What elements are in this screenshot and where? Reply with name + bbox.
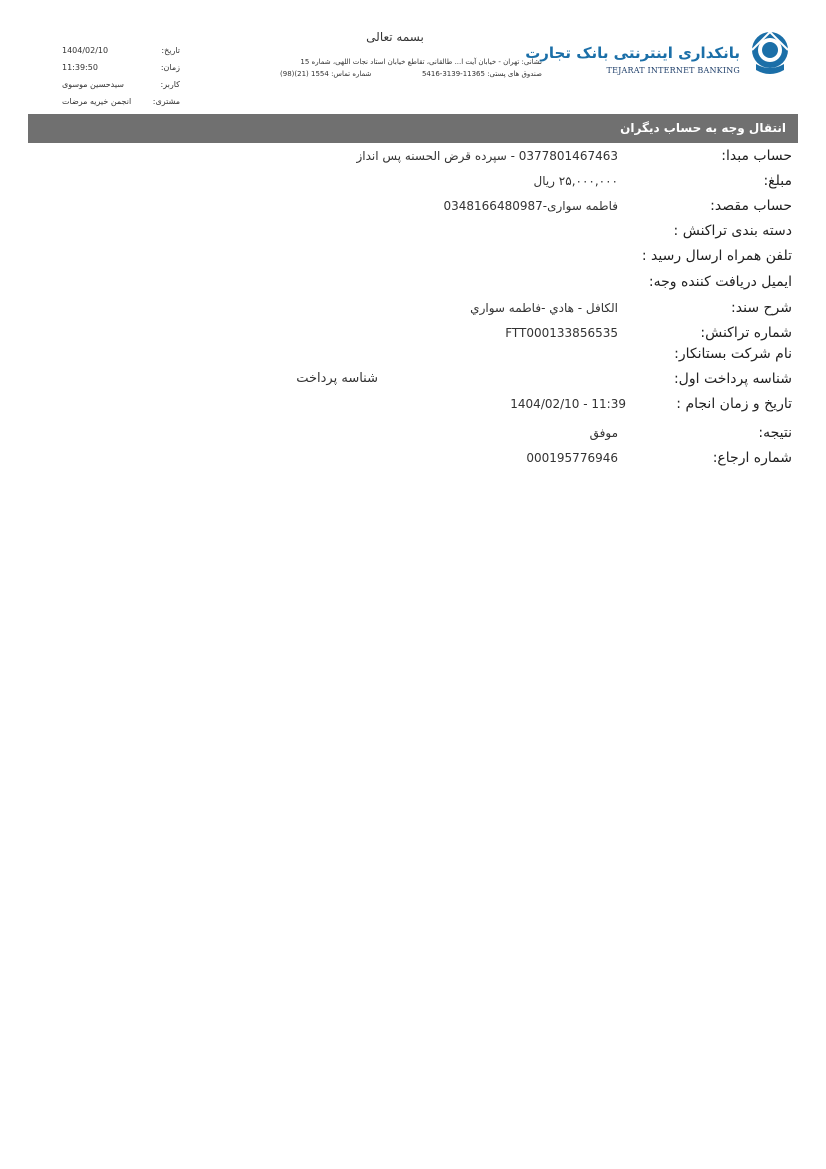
transaction-category-label: دسته بندی تراکنش : xyxy=(673,223,792,239)
meta-value: 1404/02/10 xyxy=(62,46,109,55)
datetime-value: 1404/02/10 - 11:39 xyxy=(510,397,626,411)
meta-user xyxy=(60,76,180,93)
payment-id-label: شناسه پرداخت اول: xyxy=(673,371,792,387)
meta-value: 11:39:50 xyxy=(62,63,98,72)
page-title: انتقال وجه به حساب دیگران xyxy=(620,121,786,135)
reference-number-value: 000195776946 xyxy=(526,451,618,465)
datetime-label: تاریخ و زمان انجام : xyxy=(676,396,792,412)
bismillah-heading: بسمه تعالی xyxy=(366,30,424,44)
bank-name: بانکداری اینترنتی بانک تجارت xyxy=(525,44,740,62)
receiver-email-label: ایمیل دریافت کننده وجه: xyxy=(648,274,792,290)
meta-value: سیدحسین موسوی xyxy=(62,80,124,89)
tejarat-emblem-icon xyxy=(748,30,792,78)
destination-account-value: فاطمه سواری-0348166480987 xyxy=(443,199,618,213)
meta-key: کاربر: xyxy=(160,80,180,89)
document-description-label: شرح سند: xyxy=(731,300,792,316)
amount-value: ۲۵,۰۰۰,۰۰۰ ریال xyxy=(533,174,618,188)
meta-key: زمان: xyxy=(160,63,180,72)
result-value: موفق xyxy=(589,426,618,440)
source-account-value: 0377801467463 - سپرده قرض الحسنه پس انداز xyxy=(356,149,618,163)
meta-key: مشتری: xyxy=(152,97,180,106)
meta-value: انجمن خیریه مرضات xyxy=(62,97,132,106)
meta-customer xyxy=(60,93,180,110)
transaction-number-value: FTT000133856535 xyxy=(505,326,618,340)
reference-number-label: شماره ارجاع: xyxy=(712,450,792,466)
creditor-company-label: نام شرکت بستانکار: xyxy=(674,346,792,362)
document-meta xyxy=(60,42,180,110)
contact-number: شماره تماس: 1554 (21)(98) xyxy=(280,70,372,78)
bank-address xyxy=(280,56,542,80)
document-description-value: الكافل - هادي -فاطمه سواري xyxy=(470,301,618,315)
meta-key: تاریخ: xyxy=(161,46,180,55)
meta-time xyxy=(60,59,180,76)
bank-name-en: TEJARAT INTERNET BANKING xyxy=(606,66,740,75)
bank-logo xyxy=(525,30,796,80)
address-line: نشانی: تهران - خیابان آیت ا... طالقانی، تقاطع خیابان استاد نجات اللهی، شماره 15 xyxy=(300,58,542,66)
result-label: نتیجه: xyxy=(758,425,792,441)
transaction-number-label: شماره تراکنش: xyxy=(700,325,792,341)
meta-date xyxy=(60,42,180,59)
title-bar xyxy=(28,114,798,143)
receipt-phone-label: تلفن همراه ارسال رسید : xyxy=(641,248,792,264)
postal-box: صندوق های پستی: 11365-3139-5416 xyxy=(421,70,542,78)
amount-label: مبلغ: xyxy=(763,173,792,189)
payment-id-value: شناسه پرداخت xyxy=(296,371,378,386)
source-account-label: حساب مبدا: xyxy=(721,148,792,164)
destination-account-label: حساب مقصد: xyxy=(710,198,792,214)
